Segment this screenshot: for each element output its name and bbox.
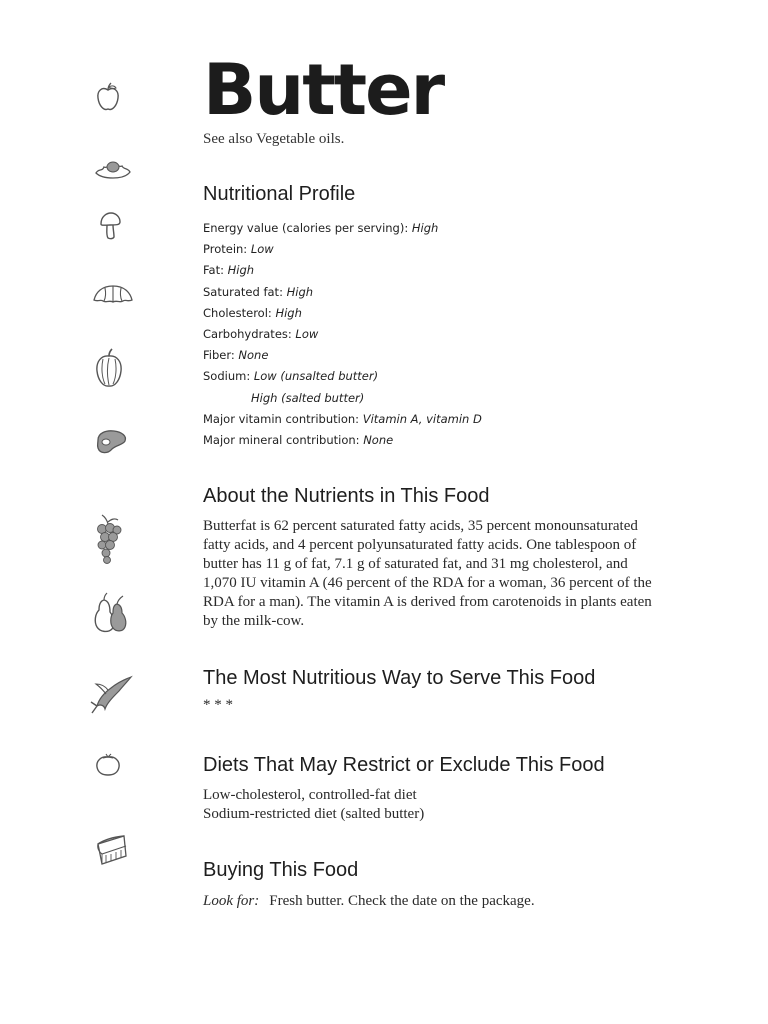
look-for-text: Fresh butter. Check the date on the package. <box>269 893 535 909</box>
profile-item: Major vitamin contribution: Vitamin A, vitamin D <box>203 411 482 426</box>
meat-icon <box>94 428 128 456</box>
croissant-icon <box>92 282 134 306</box>
pears-icon <box>92 592 130 634</box>
about-nutrients-text: Butterfat is 62 percent saturated fatty acids, 35 percent monounsaturated fatty acids, and 4 percent polyunsaturated fatty acids. One tablespoon of butter has 11 g of fat, 7.1 g of saturated fat, and 31 mg cholesterol, and 1,070 IU vitamin A (46 percent of the RDA for a woman, 36 percent of the RDA for a man). The vitamin A is derived from carotenoids in plants eaten by the milk-cow. <box>203 518 652 629</box>
nutritional-profile-list <box>203 218 482 451</box>
profile-item: Fiber: None <box>203 348 269 363</box>
pepper-icon <box>94 348 124 388</box>
profile-item: Carbohydrates: Low <box>203 327 319 342</box>
diets-list <box>203 786 424 824</box>
nutritional-profile-heading: Nutritional Profile <box>203 183 356 205</box>
profile-item: High (salted butter) <box>251 390 365 405</box>
profile-item: Cholesterol: High <box>203 305 302 320</box>
egg-icon <box>94 158 132 180</box>
serve-text: * * * <box>203 697 233 713</box>
look-for-label: Look for: <box>203 893 260 909</box>
grapes-icon <box>94 514 124 566</box>
profile-item: Fat: High <box>203 263 255 278</box>
serve-heading: The Most Nutritious Way to Serve This Food <box>203 667 596 689</box>
diet-line: Sodium-restricted diet (salted butter) <box>203 806 425 822</box>
profile-item: Major mineral contribution: None <box>203 433 394 448</box>
mushroom-icon <box>99 212 121 240</box>
apple-icon <box>94 82 122 112</box>
pie-icon <box>94 834 128 866</box>
diet-line: Low-cholesterol, controlled-fat diet <box>203 787 417 803</box>
profile-item: Protein: Low <box>203 242 274 257</box>
diets-heading: Diets That May Restrict or Exclude This Food <box>203 754 605 776</box>
tomato-icon <box>95 752 121 776</box>
profile-item: Sodium: Low (unsalted butter) <box>203 369 379 384</box>
buying-heading: Buying This Food <box>203 859 359 881</box>
page-title: Butter <box>203 49 444 131</box>
profile-item: Energy value (calories per serving): High <box>203 221 439 235</box>
see-also-note: See also Vegetable oils. <box>203 131 345 147</box>
content-column <box>203 49 663 909</box>
buying-text <box>203 892 535 911</box>
profile-item: Saturated fat: High <box>203 284 314 299</box>
fish-icon <box>90 675 132 715</box>
about-nutrients-heading: About the Nutrients in This Food <box>203 485 490 507</box>
